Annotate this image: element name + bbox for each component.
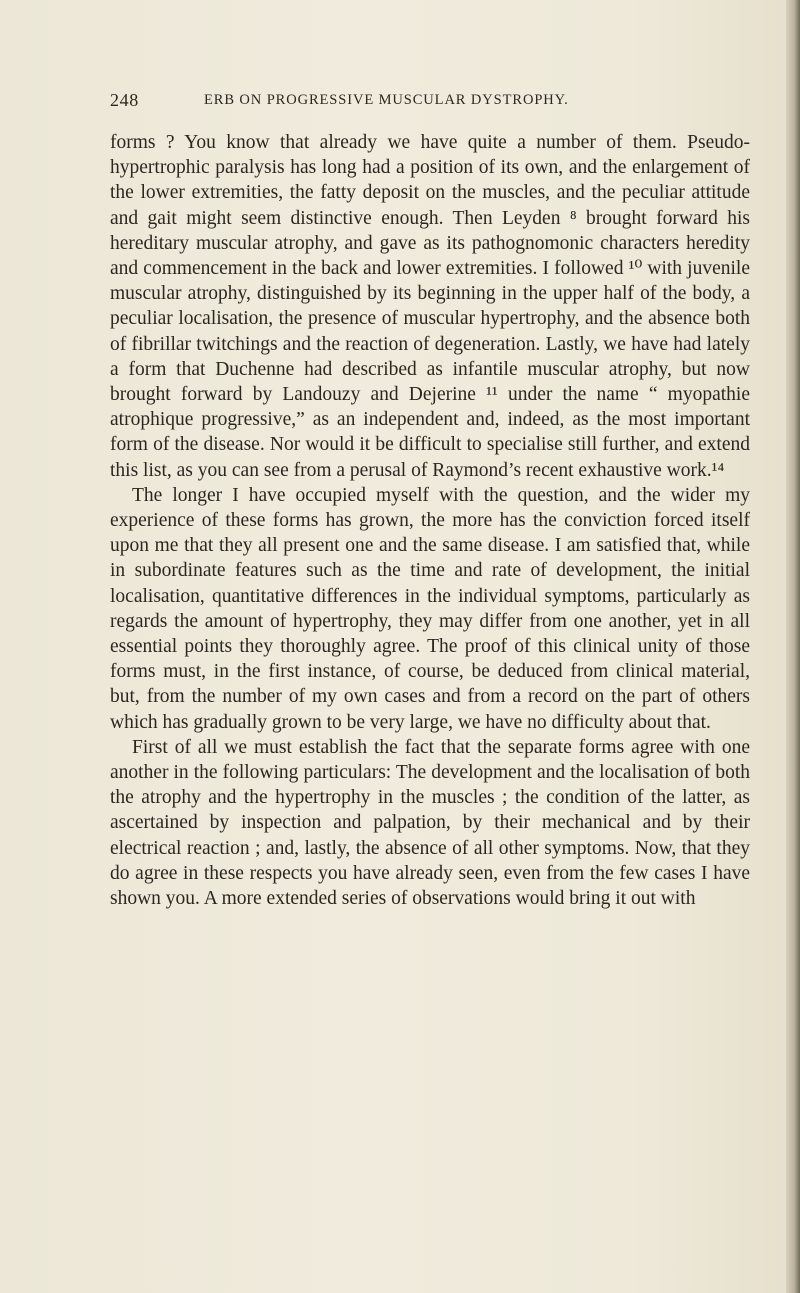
- running-head: [110, 90, 740, 114]
- page-edge-shadow: [786, 0, 800, 1293]
- page-number: 248: [110, 90, 139, 110]
- body-text: [110, 130, 750, 911]
- running-title: ERB ON PROGRESSIVE MUSCULAR DYSTROPHY.: [204, 92, 569, 108]
- paragraph-3: First of all we must establish the fact that the separate forms agree with one another in the following particulars: The development and the localisation of both the atrophy and the hypertrophy in the muscles ; the condition of the latter, as ascertained by inspection and palpation, by their mechanical and by their electrical reaction ; and, lastly, the absence of all other symptoms. Now, that they do agree in these respects you have already seen, even from the few cases I have shown you. A more extended series of observations would bring it out with: [110, 736, 750, 910]
- paragraph-2: The longer I have occupied myself with the question, and the wider my experience of these forms has grown, the more has the conviction forced itself upon me that they all present one and the same disease. I am satisfied that, while in subordinate features such as the time and rate of development, the initial localisation, quantitative differences in the individual symptoms, particularly as regards the amount of hypertrophy, they may differ from one another, yet in all essential points they thoroughly agree. The proof of this clinical unity of those forms must, in the first instance, of course, be deduced from clinical material, but, from the number of my own cases and from a record on the part of others which has gradually grown to be very large, we have no difficulty about that.: [110, 484, 750, 733]
- paragraph-1: forms ? You know that already we have quite a number of them. Pseudo-hypertrophic paralysis has long had a position of its own, and the enlargement of the lower extremities, the fatty deposit on the muscles, and the peculiar attitude and gait might seem distinctive enough. Then Leyden ⁸ brought forward his hereditary muscular atrophy, and gave as its pathognomonic characters heredity and commencement in the back and lower extremities. I followed ¹⁰ with juvenile muscular atrophy, distinguished by its beginning in the upper half of the body, a peculiar localisation, the presence of muscular hypertrophy, and the absence both of fibrillar twitchings and the reaction of degeneration. Lastly, we have had lately a form that Duchenne had described as infantile muscular atrophy, but now brought forward by Landouzy and Dejerine ¹¹ under the name “ myopathie atrophique progressive,” as an independent and, indeed, as the most important form of the disease. Nor would it be difficult to specialise still further, and extend this list, as you can see from a perusal of Raymond’s recent exhaustive work.¹⁴: [110, 132, 750, 481]
